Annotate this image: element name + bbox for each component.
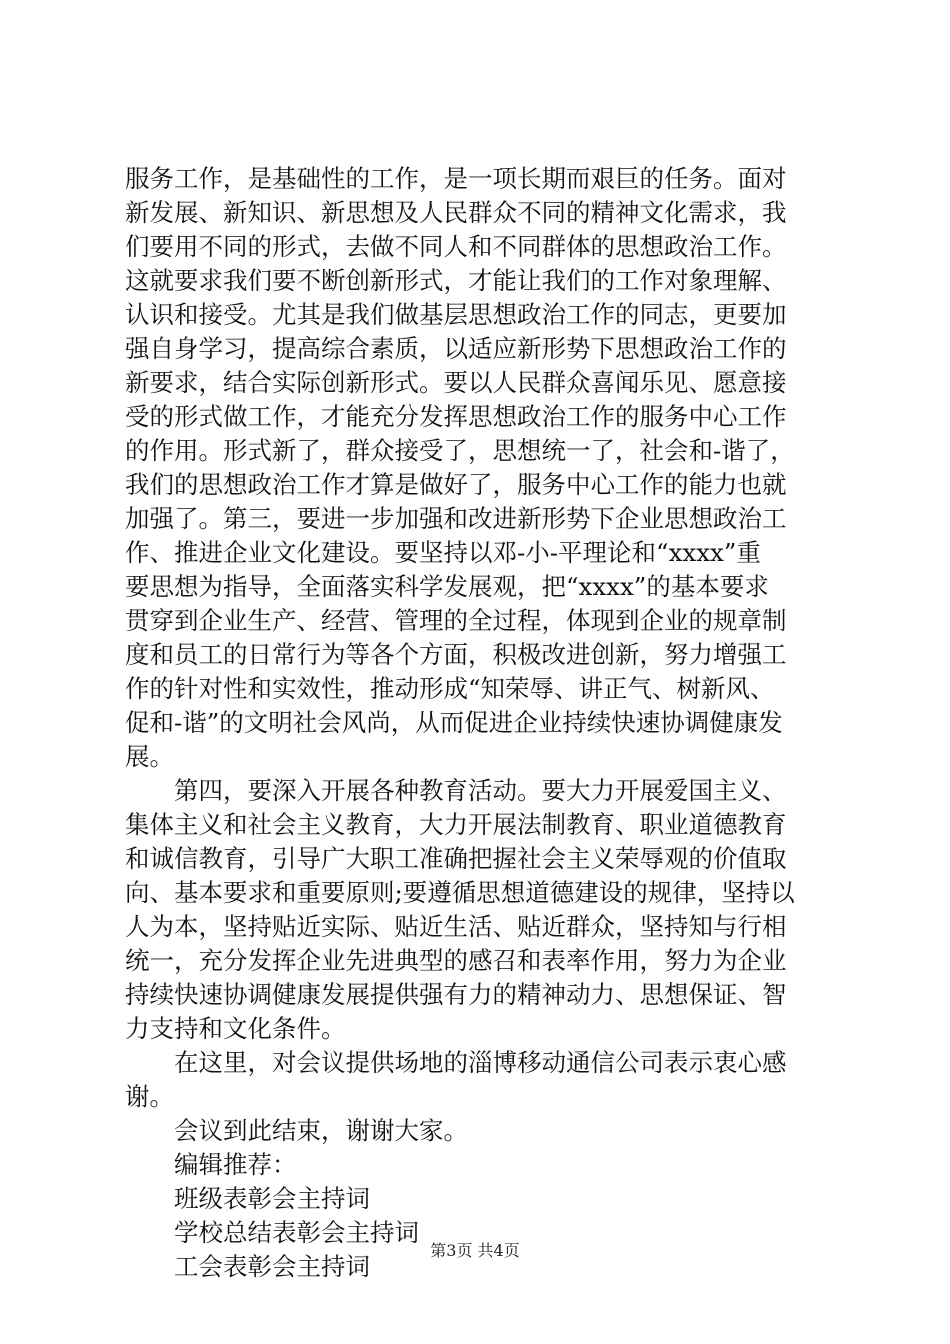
text-line: 谢。 bbox=[125, 1082, 174, 1111]
text-line: 向、基本要求和重要原则;要遵循思想道德建设的规律，坚持以 bbox=[125, 878, 795, 907]
text-line: 统一，充分发挥企业先进典型的感召和表率作用，努力为企业 bbox=[125, 946, 787, 975]
text-line: 集体主义和社会主义教育，大力开展法制教育、职业道德教育 bbox=[125, 810, 787, 839]
text-line: 度和员工的日常行为等各个方面，积极改进创新，努力增强工 bbox=[125, 640, 787, 669]
text-line: 工会表彰会主持词 bbox=[125, 1252, 370, 1281]
text-line: 学校总结表彰会主持词 bbox=[125, 1218, 419, 1247]
text-line: 受的形式做工作，才能充分发挥思想政治工作的服务中心工作 bbox=[125, 402, 787, 431]
text-line: 加强了。第三，要进一步加强和改进新形势下企业思想政治工 bbox=[125, 504, 787, 533]
text-line: 的作用。形式新了，群众接受了，思想统一了，社会和-谐了， bbox=[125, 436, 795, 465]
text-line: 认识和接受。尤其是我们做基层思想政治工作的同志，更要加 bbox=[125, 300, 787, 329]
text-line: 促和-谐”的文明社会风尚，从而促进企业持续快速协调健康发 bbox=[125, 708, 783, 737]
text-line: 这就要求我们要不断创新形式，才能让我们的工作对象理解、 bbox=[125, 266, 787, 295]
text-line: 在这里，对会议提供场地的淄博移动通信公司表示衷心感 bbox=[125, 1048, 787, 1077]
text-line: 新要求，结合实际创新形式。要以人民群众喜闻乐见、愿意接 bbox=[125, 368, 787, 397]
text-line: 班级表彰会主持词 bbox=[125, 1184, 370, 1213]
text-line: 会议到此结束，谢谢大家。 bbox=[125, 1116, 468, 1145]
page-footer: 第3页 共4页 bbox=[430, 1241, 520, 1260]
text-line: 强自身学习，提高综合素质，以适应新形势下思想政治工作的 bbox=[125, 334, 787, 363]
text-line: 展。 bbox=[125, 742, 174, 771]
document-body bbox=[125, 162, 845, 1284]
text-line: 们要用不同的形式，去做不同人和不同群体的思想政治工作。 bbox=[125, 232, 787, 261]
text-line: 要思想为指导，全面落实科学发展观，把“xxxx”的基本要求 bbox=[125, 572, 769, 601]
text-line: 新发展、新知识、新思想及人民群众不同的精神文化需求，我 bbox=[125, 198, 787, 227]
text-line: 作、推进企业文化建设。要坚持以邓-小-平理论和“xxxx”重 bbox=[125, 538, 761, 567]
text-line: 服务工作，是基础性的工作，是一项长期而艰巨的任务。面对 bbox=[125, 164, 787, 193]
text-line: 我们的思想政治工作才算是做好了，服务中心工作的能力也就 bbox=[125, 470, 787, 499]
text-line: 编辑推荐： bbox=[125, 1150, 297, 1179]
text-line: 作的针对性和实效性，推动形成“知荣辱、讲正气、树新风、 bbox=[125, 674, 775, 703]
text-line: 贯穿到企业生产、经营、管理的全过程，体现到企业的规章制 bbox=[125, 606, 787, 635]
text-line: 第四，要深入开展各种教育活动。要大力开展爱国主义、 bbox=[125, 776, 787, 805]
text-line: 力支持和文化条件。 bbox=[125, 1014, 346, 1043]
text-line: 人为本，坚持贴近实际、贴近生活、贴近群众，坚持知与行相 bbox=[125, 912, 787, 941]
text-line: 和诚信教育，引导广大职工准确把握社会主义荣辱观的价值取 bbox=[125, 844, 787, 873]
text-line: 持续快速协调健康发展提供强有力的精神动力、思想保证、智 bbox=[125, 980, 787, 1009]
